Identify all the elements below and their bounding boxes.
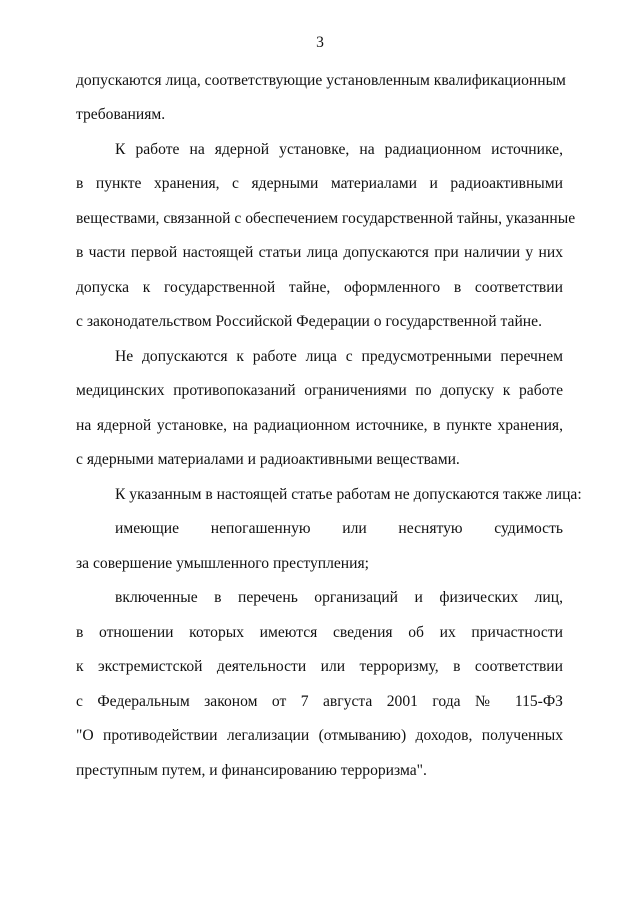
text-line: с Федеральным законом от 7 августа 2001 года № 115-ФЗ <box>76 693 563 710</box>
text-line: в пункте хранения, с ядерными материалами и радиоактивными <box>76 175 563 192</box>
text-line: допускаются лица, соответствующие установленным квалификационным <box>76 72 566 89</box>
text-line: "О противодействии легализации (отмыванию) доходов, полученных <box>76 727 563 744</box>
text-line: включенные в перечень организаций и физических лиц, <box>115 589 563 606</box>
text-line: за совершение умышленного преступления; <box>76 555 369 572</box>
text-line: К указанным в настоящей статье работам не допускаются также лица: <box>115 486 582 503</box>
text-line: допуска к государственной тайне, оформленного в соответствии <box>76 279 563 296</box>
text-line: с законодательством Российской Федерации о государственной тайне. <box>76 313 542 330</box>
text-line: требованиям. <box>76 106 166 123</box>
text-line: в части первой настоящей статьи лица допускаются при наличии у них <box>76 244 563 261</box>
text-line: в отношении которых имеются сведения об их причастности <box>76 624 563 641</box>
text-line: медицинских противопоказаний ограничениями по допуску к работе <box>76 382 563 399</box>
text-line: на ядерной установке, на радиационном источнике, в пункте хранения, <box>76 417 563 434</box>
text-line: К работе на ядерной установке, на радиационном источнике, <box>115 141 563 158</box>
text-line: Не допускаются к работе лица с предусмотренными перечнем <box>115 348 563 365</box>
text-line: веществами, связанной с обеспечением государственной тайны, указанные <box>76 210 576 227</box>
text-line: с ядерными материалами и радиоактивными веществами. <box>76 451 460 468</box>
text-line: к экстремистской деятельности или терроризму, в соответствии <box>76 658 563 675</box>
text-line: преступным путем, и финансированию терроризма". <box>76 762 427 779</box>
page-number: 3 <box>316 34 324 51</box>
text-line: имеющие непогашенную или неснятую судимость <box>115 520 563 537</box>
